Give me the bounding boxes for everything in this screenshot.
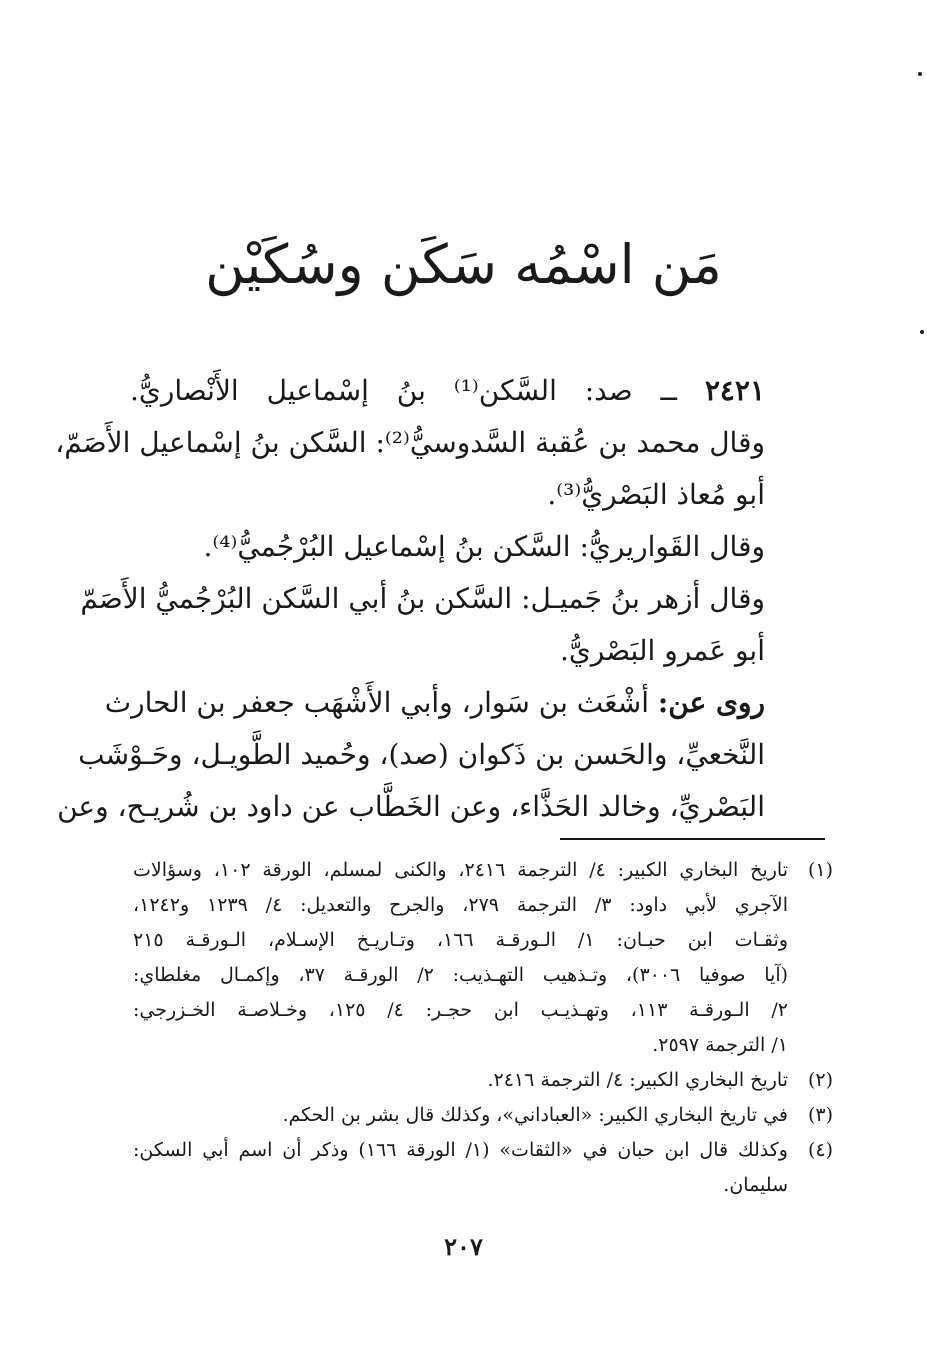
footnote-3 bbox=[133, 1098, 833, 1133]
page-number: ٢٠٧ bbox=[444, 1232, 483, 1261]
footnote-line: وثقـات ابن حبـان: ١/ الـورقـة ١٦٦، وتـاريـخ الإسـلام، الـورقـة ٢١٥ bbox=[133, 929, 789, 951]
footnote-4 bbox=[133, 1133, 833, 1203]
body-line-9: البَصْريِّ، وخالد الحَذَّاء، وعن الخَطَّاب عن داود بن شُريـح، وعن bbox=[57, 790, 765, 823]
footnote-line: (آيا صوفيا ٣٠٠٦)، وتـذهيب التهـذيب: ٢/ الورقـة ٣٧، وإكمـال مغلطاي: bbox=[133, 964, 789, 986]
footnote-1 bbox=[133, 853, 833, 1063]
footnote-divider bbox=[560, 838, 825, 840]
footnote-2 bbox=[133, 1063, 833, 1098]
footnote-line: ١/ الترجمة ٢٥٩٧. bbox=[652, 1034, 788, 1056]
footnotes bbox=[133, 853, 833, 1203]
footnote-number: (٣) bbox=[807, 1104, 833, 1126]
body-line-7: روى عن: أشْعَث بن سَوار، وأبي الأَشْهَب جعفر بن الحارث bbox=[104, 686, 765, 719]
body-line-6: أبو عَمرو البَصْريُّ. bbox=[559, 634, 765, 667]
body-line-4: وقال القَواريريُّ: السَّكن بنُ إسْماعيل البُرْجُميُّ⁽⁴⁾. bbox=[203, 530, 765, 563]
entry-number: ٢٤٢١ bbox=[704, 374, 765, 407]
body-line-8: النَّخعيِّ، والحَسن بن ذَكوان (صد)، وحُميد الطَّويـل، وحَـوْشَب bbox=[78, 738, 765, 771]
footnote-line: سليمان. bbox=[723, 1174, 788, 1196]
footnote-line: تاريخ البخاري الكبير: ٤/ الترجمة ٢٤١٦. bbox=[487, 1069, 788, 1091]
chapter-title: مَن اسْمُه سَكَن وسُكَيْن bbox=[205, 233, 722, 296]
body-line-5: وقال أزهر بنُ جَميـل: السَّكن بنُ أبي السَّكن البُرْجُميُّ الأَصَمّ bbox=[80, 582, 765, 615]
body-line-3: أبو مُعاذ البَصْريُّ⁽³⁾. bbox=[547, 478, 765, 511]
footnote-line: الآجري لأبي داود: ٣/ الترجمة ٢٧٩، والجرح والتعديل: ٤/ ١٢٣٩ و١٢٤٢، bbox=[133, 894, 788, 916]
footnote-number: (١) bbox=[807, 859, 833, 881]
footnote-number: (٢) bbox=[807, 1069, 833, 1091]
narrated-from-label: روى عن: bbox=[657, 686, 765, 719]
entry-body bbox=[55, 365, 765, 833]
footnote-line: وكذلك قال ابن حبان في «الثقات» (١/ الورقة ١٦٦) وذكر أن اسم أبي السكن: bbox=[133, 1139, 788, 1161]
body-line-1: ٢٤٢١ ــ صد: السَّكن⁽¹⁾ بنُ إسْماعيل الأَنْصاريُّ. bbox=[130, 374, 765, 407]
footnote-line: ٢/ الـورقـة ١١٣، وتهـذيـب ابن حجـر: ٤/ ١٢٥، وخـلاصـة الخـزرجي: bbox=[133, 999, 788, 1021]
scan-speck bbox=[920, 330, 924, 334]
footnote-line: تاريخ البخاري الكبير: ٤/ الترجمة ٢٤١٦، والكنى لمسلم، الورقة ١٠٢، وسؤالات bbox=[133, 859, 788, 881]
footnote-number: (٤) bbox=[807, 1139, 833, 1161]
body-line-2: وقال محمد بن عُقبة السَّدوسيُّ⁽²⁾: السَّكن بنُ إسْماعيل الأَصَمّ، bbox=[55, 426, 765, 459]
footnote-line: في تاريخ البخاري الكبير: «العباداني»، وكذلك قال بشر بن الحكم. bbox=[282, 1104, 788, 1126]
scan-speck bbox=[918, 72, 922, 76]
